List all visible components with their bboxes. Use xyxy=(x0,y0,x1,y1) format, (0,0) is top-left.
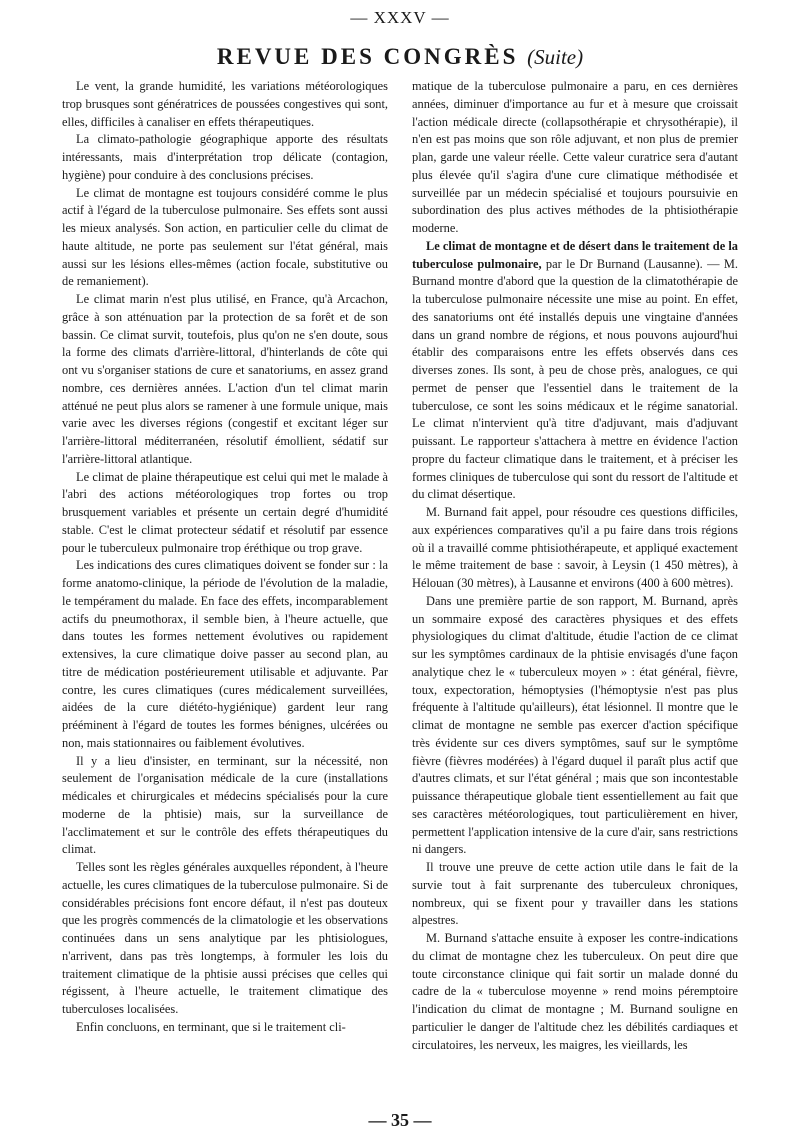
paragraph: Le climat de plaine thérapeutique est celui qui met le malade à l'abri des actions météorologiques trop fortes ou trop brusquement variables et présente un certain degré d'humidité stable. C'est le climat protecteur sédatif et résolutif par essence pour le tuberculeux pulmonaire trop éréthique ou trop grave. xyxy=(62,469,388,555)
title-suffix: (Suite) xyxy=(527,45,584,69)
section-heading: Le climat de montagne et de désert dans le traitement de la tuberculose pulmonaire, xyxy=(412,238,738,271)
left-column xyxy=(62,78,388,1037)
section-paragraph xyxy=(412,238,738,504)
page-number: — 35 — xyxy=(368,1110,432,1130)
paragraph: Il y a lieu d'insister, en terminant, sur la nécessité, non seulement de l'organisation médicale de la cure (installations médicales et chirurgicales et médecins spécialisés pour la cure moderne de la phtisie) mais, sur la surveillance de l'acclimatement et sur le contrôle des effets thérapeutiques du climat. xyxy=(62,753,388,857)
paragraph: Il trouve une preuve de cette action utile dans le fait de la survie tout à fait surprenante des tuberculeux chroniques, nombreux, qui se fixent pour y travailler dans les stations alpestres. xyxy=(412,860,738,928)
paragraph: Telles sont les règles générales auxquelles répondent, à l'heure actuelle, les cures climatiques de la tuberculose pulmonaire. Si de considérables précisions font encore défaut, il n'est pas douteux que les progrès commencés de la climatologie et les observations continuées dans un sens analytique par les phtisiologues, n'arrivent, dans pas très longtemps, à formuler les lois du traitement climatique de la phtisie aussi précises que celles qui régissent, à l'heure actuelle, le traitement climatique des tuberculoses localisées. xyxy=(62,860,388,1016)
paragraph: Enfin concluons, en terminant, que si le traitement cli- xyxy=(76,1019,346,1034)
page-title xyxy=(0,44,800,70)
continued-paragraph: matique de la tuberculose pulmonaire a paru, en ces dernières années, diminuer d'importance au fur et à mesure que croissait l'action médicale directe (collapsothérapie et chrysothérapie), il n'en est pas moins que son rôle adjuvant, et non plus de premier plan, garde une valeur réelle. Cette valeur curatrice sera d'autant plus élevée qu'il s'agira d'une cure climatique méthodisée et surveillée par un médecin spécialisé et toujours poursuivie en subordination des plus actives méthodes de la phtisiothérapie moderne. xyxy=(412,79,738,235)
section-intro: par le Dr Burnand (Lausanne). — M. Burnand montre d'abord que la question de la climatothérapie de la tuberculose pulmonaire nécessite une mise au point. En effet, des sanatoriums ont été installés depuis une vingtaine d'années dans un grand nombre de régions, et nous pouvons aujourd'hui établir des comparaisons entre les effets observés dans ces diverses zones. Ils sont, à peu de chose près, analogues, ce qui permet de penser que l'essentiel dans le traitement de la tuberculose, ce sont les soins médicaux et le régime sanatorial. Le climat n'intervient qu'à titre d'adjuvant, mais d'adjuvant puissant. Le rapporteur s'attachera à mettre en évidence l'action propre du facteur climatique dans le traitement, et à préciser les formes cliniques de tuberculose qui sont du ressort de l'altitude et du climat désertique. xyxy=(412,256,738,502)
paragraph: M. Burnand s'attache ensuite à exposer les contre-indications du climat de montagne chez les tuberculeux. On peut dire que toute circonstance clinique qui fait sortir un malade donné du cadre de la « tuberculose moyenne » rend moins péremptoire l'indication du climat de montagne ; M. Burnand souligne en particulier le danger de l'altitude chez les débilités cardiaques et circulatoires, les nerveux, les maigres, les vieillards, les xyxy=(412,931,738,1052)
paragraph: M. Burnand fait appel, pour résoudre ces questions difficiles, aux expériences comparatives qu'il a pu faire dans trois régions où il a travaillé comme phtisiothérapeute, et appliqué exactement le même traitement de base : savoir, à Leysin (1 450 mètres), à Hélouan (30 mètres), à Lausanne et environs (400 à 600 mètres). xyxy=(412,505,738,590)
paragraph: Le climat de montagne est toujours considéré comme le plus actif à l'égard de la tuberculose pulmonaire. Ses effets sont aussi les mieux analysés. Son action, en particulier celle du climat de haute altitude, ne porte pas seulement sur l'état général, mais aussi sur les lésions elles-mêmes (action focale, substitutive ou de remaniement). xyxy=(62,185,388,289)
title-text: REVUE DES CONGRÈS xyxy=(216,44,519,69)
paragraph: Le climat marin n'est plus utilisé, en France, qu'à Arcachon, grâce à son atténuation par la protection de sa forêt et de son bassin. Ce climat survit, toutefois, plus qu'on ne s'en doute, sous la forme des climats d'arrière-littoral, d'hinterlands de côte qui ont vu s'organiser stations de cure et sanatoriums, en assez grand nombre, ces dernières années. L'action d'un tel climat marin atténué ne peut plus alors se ramener à une formule unique, mais varie avec les diverses régions (congestif et excitant léger sur l'arrière-littoral méditerranéen, résolutif émollient, sédatif sur l'arrière-littoral atlantique. xyxy=(62,292,388,466)
paragraph: Le vent, la grande humidité, les variations météorologiques trop brusques sont génératrices de poussées congestives qui sont, elles, difficiles à canaliser en effets thérapeutiques. xyxy=(62,79,388,129)
paragraph: La climato-pathologie géographique apporte des résultats intéressants, mais d'interprétation trop délicate (contagion, hygiène) pour conduire à des conclusions précises. xyxy=(62,132,388,182)
right-column xyxy=(412,78,738,1054)
roman-page-numeral: — XXXV — xyxy=(350,8,450,27)
paragraph: Les indications des cures climatiques doivent se fonder sur : la forme anatomo-clinique, la période de l'évolution de la maladie, le tempérament du malade. En face des effets, incomparablement actifs du pneumothorax, il semble bien, à l'heure actuelle, que dans toutes les formes nettement évolutives ou rapidement extensives, la cure climatique doive passer au second plan, au titre de médication postérieurement utilisable et adjuvante. Par contre, les cures climatiques (cures médicalement surveillées, aidées de la cure diététo-hygiénique) gardent leur rang prééminent à l'égard de toutes les formes bénignes, ulcérées ou non, mais stationnaires ou faiblement évolutives. xyxy=(62,558,388,750)
paragraph: Dans une première partie de son rapport, M. Burnand, après un sommaire exposé des caractères physiques et des effets physiologiques du climat d'altitude, étudie l'action de ce climat sur les symptômes cardinaux de la phtisie envisagés d'une façon analytique chez le « tuberculeux moyen » : état général, fièvre, toux, expectoration, hémoptysies (l'hémoptysie n'est pas plus fréquente à l'altitude qu'ailleurs), état lésionnel. Il montre que le climat de montagne ne semble pas exercer d'action spécifique très évidente sur ces divers symptômes, sauf sur le symptôme fièvre (fièvres modérées) à l'égard duquel il paraît plus actif que d'autres climats, et sur l'état général ; mais que son incontestable puissance thérapeutique globale tient essentiellement au fait que ses caractères météorologiques, tout particulièrement en hiver, permettent l'application intensive de la cure d'air, sans restrictions ni dangers. xyxy=(412,593,738,857)
